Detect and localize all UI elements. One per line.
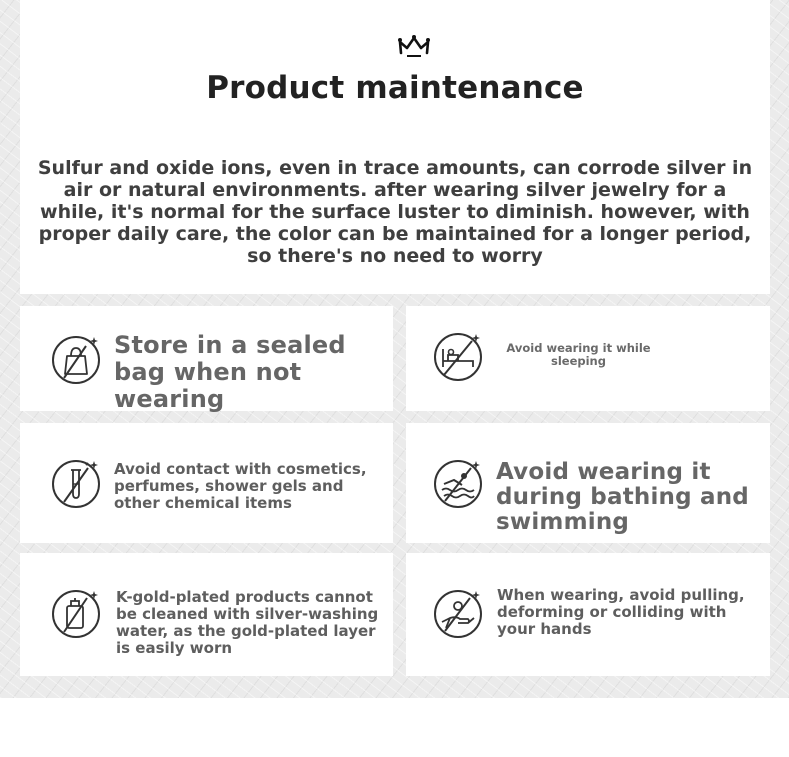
tip-card-cosmetics xyxy=(20,423,393,543)
sealed-bag-icon xyxy=(50,334,102,386)
page-title: Product maintenance xyxy=(206,70,584,106)
tip-text: Avoid contact with cosmetics, perfumes, shower gels and other chemical items xyxy=(114,460,367,512)
no-pulling-icon xyxy=(432,588,484,640)
tip-card-sleeping xyxy=(406,306,770,411)
tip-card-pulling xyxy=(406,553,770,676)
header-card xyxy=(20,0,770,294)
tip-text: Store in a sealed bag when not wearing xyxy=(114,331,346,413)
tip-text: K-gold-plated products cannot be cleaned with silver-washing water, as the gold-plated layer is easily worn xyxy=(116,588,379,657)
tip-card-silver-wash xyxy=(20,553,393,676)
intro-paragraph: Sulfur and oxide ions, even in trace amounts, can corrode silver in air or natural environments. after wearing silver jewelry for a while, it's normal for the surface luster to diminish. however, with proper daily care, the color can be maintained for a longer period, so there's no need to worry xyxy=(37,157,753,267)
no-cosmetics-icon xyxy=(50,458,102,510)
tip-card-sealed-bag xyxy=(20,306,393,411)
tip-card-swimming xyxy=(406,423,770,543)
tip-text: When wearing, avoid pulling, deforming or colliding with your hands xyxy=(497,586,745,638)
no-silver-wash-icon xyxy=(50,588,102,640)
no-sleeping-icon xyxy=(432,331,484,383)
no-swimming-icon xyxy=(432,458,484,510)
crown-icon xyxy=(397,34,431,60)
tip-text: Avoid wearing it while sleeping xyxy=(506,341,651,368)
tip-text: Avoid wearing it during bathing and swimming xyxy=(496,459,749,535)
